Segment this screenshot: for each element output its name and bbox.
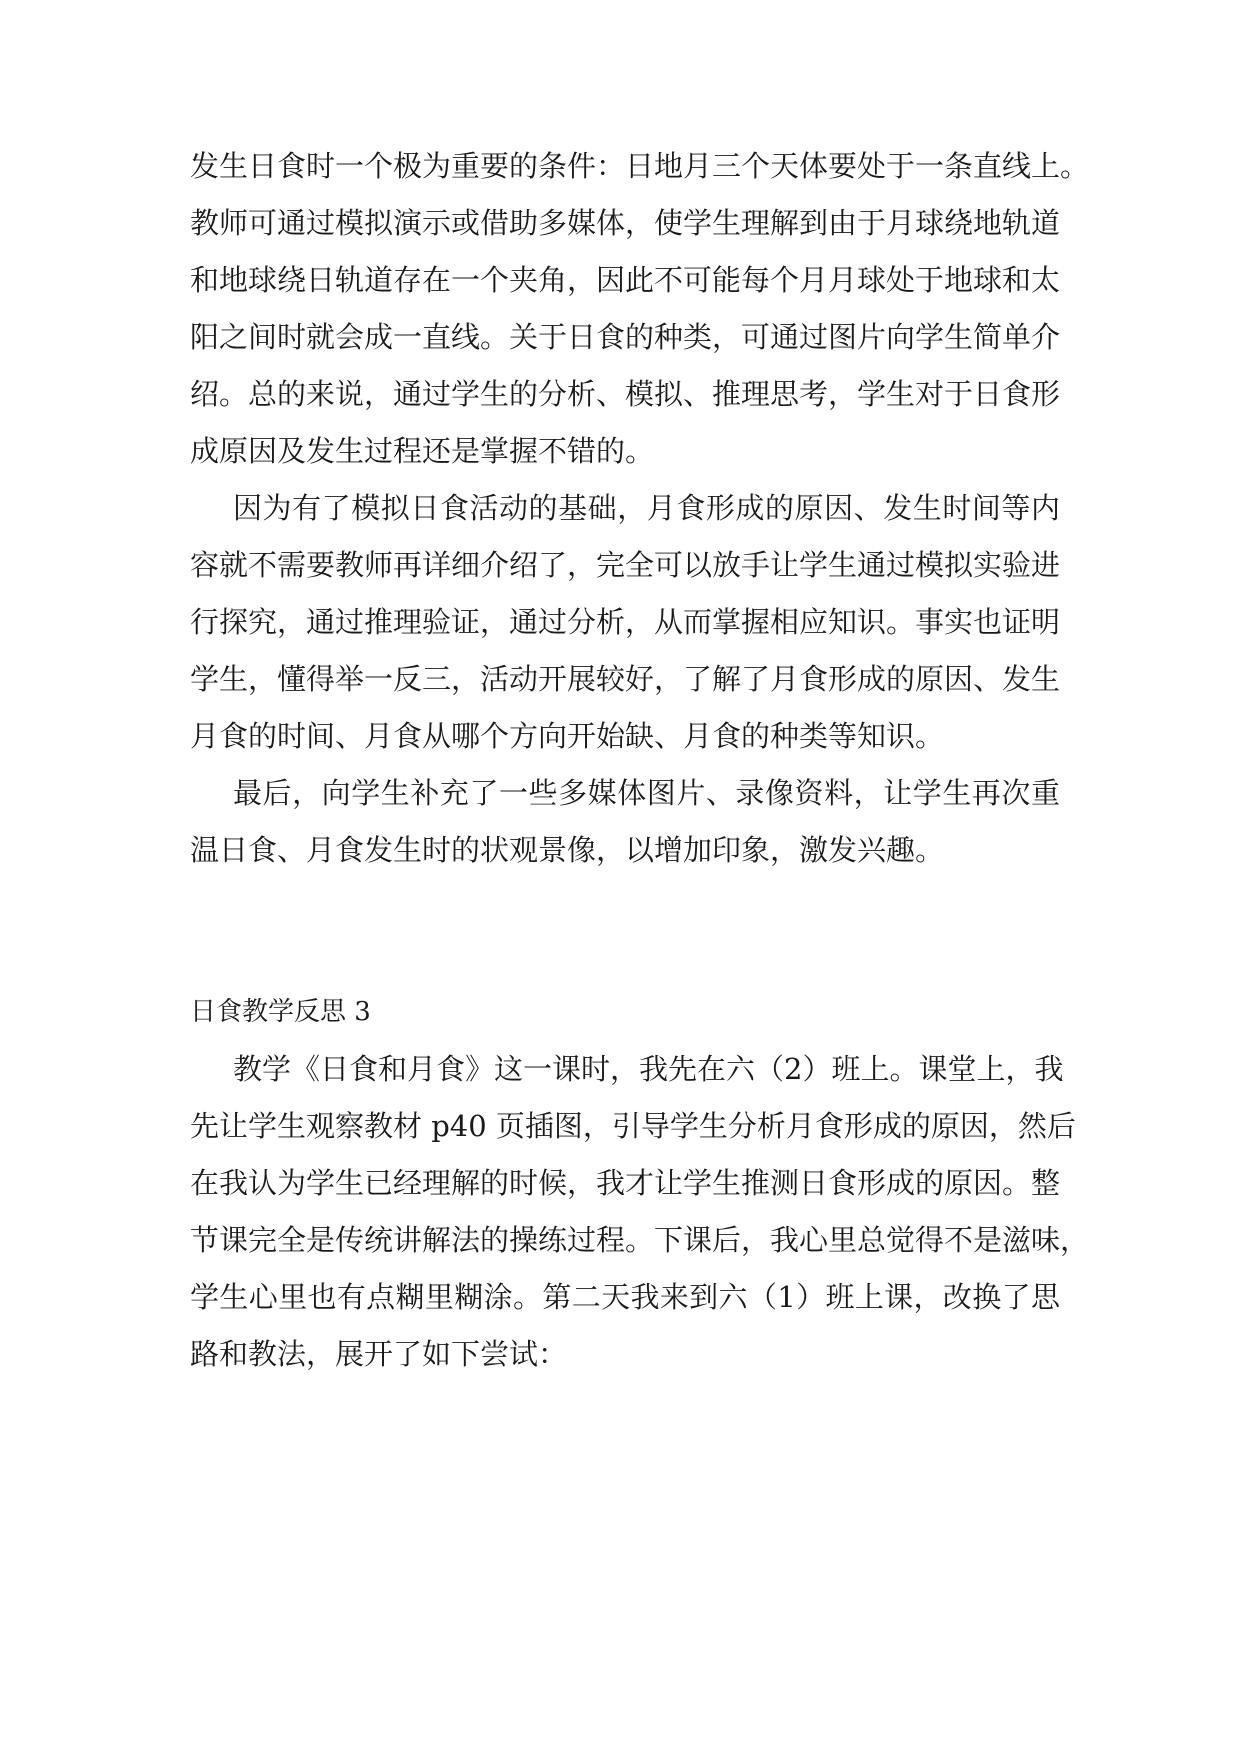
paragraph-1-line-4: 阳之间时就会成一直线。关于日食的种类，可通过图片向学生简单介 [190,320,1061,354]
paragraph-4-line-5: 学生心里也有点糊里糊涂。第二天我来到六（1）班上课，改换了思 [190,1280,1060,1314]
paragraph-3-line-1: 最后，向学生补充了一些多媒体图片、录像资料，让学生再次重 [233,776,1060,810]
paragraph-1-line-5: 绍。总的来说，通过学生的分析、模拟、推理思考，学生对于日食形 [190,377,1061,411]
paragraph-1-line-2: 教师可通过模拟演示或借助多媒体，使学生理解到由于月球绕地轨道 [190,206,1061,240]
paragraph-4-line-3: 在我认为学生已经理解的时候，我才让学生推测日食形成的原因。整 [190,1166,1061,1200]
paragraph-2-line-5: 月食的时间、月食从哪个方向开始缺、月食的种类等知识。 [190,719,945,753]
paragraph-4-line-4: 节课完全是传统讲解法的操练过程。下课后，我心里总觉得不是滋味， [190,1223,1090,1257]
section-heading: 日食教学反思 3 [190,997,371,1027]
paragraph-1-line-6: 成原因及发生过程还是掌握不错的。 [190,434,655,468]
paragraph-1-line-3: 和地球绕日轨道存在一个夹角，因此不可能每个月月球处于地球和太 [190,263,1061,297]
paragraph-4-line-1: 教学《日食和月食》这一课时，我先在六（2）班上。课堂上，我 [233,1052,1064,1086]
paragraph-2-line-1: 因为有了模拟日食活动的基础，月食形成的原因、发生时间等内 [233,491,1060,525]
paragraph-3-line-2: 温日食、月食发生时的状观景像，以增加印象，激发兴趣。 [190,833,945,867]
paragraph-2-line-3: 行探究，通过推理验证，通过分析，从而掌握相应知识。事实也证明 [190,605,1061,639]
paragraph-4-line-6: 路和教法，展开了如下尝试： [190,1337,568,1371]
paragraph-2-line-2: 容就不需要教师再详细介绍了，完全可以放手让学生通过模拟实验进 [190,548,1061,582]
paragraph-4-line-2: 先让学生观察教材 p40 页插图，引导学生分析月食形成的原因，然后 [190,1109,1076,1143]
paragraph-1-line-1: 发生日食时一个极为重要的条件：日地月三个天体要处于一条直线上。 [190,149,1090,183]
paragraph-2-line-4: 学生，懂得举一反三，活动开展较好，了解了月食形成的原因、发生 [190,662,1061,696]
